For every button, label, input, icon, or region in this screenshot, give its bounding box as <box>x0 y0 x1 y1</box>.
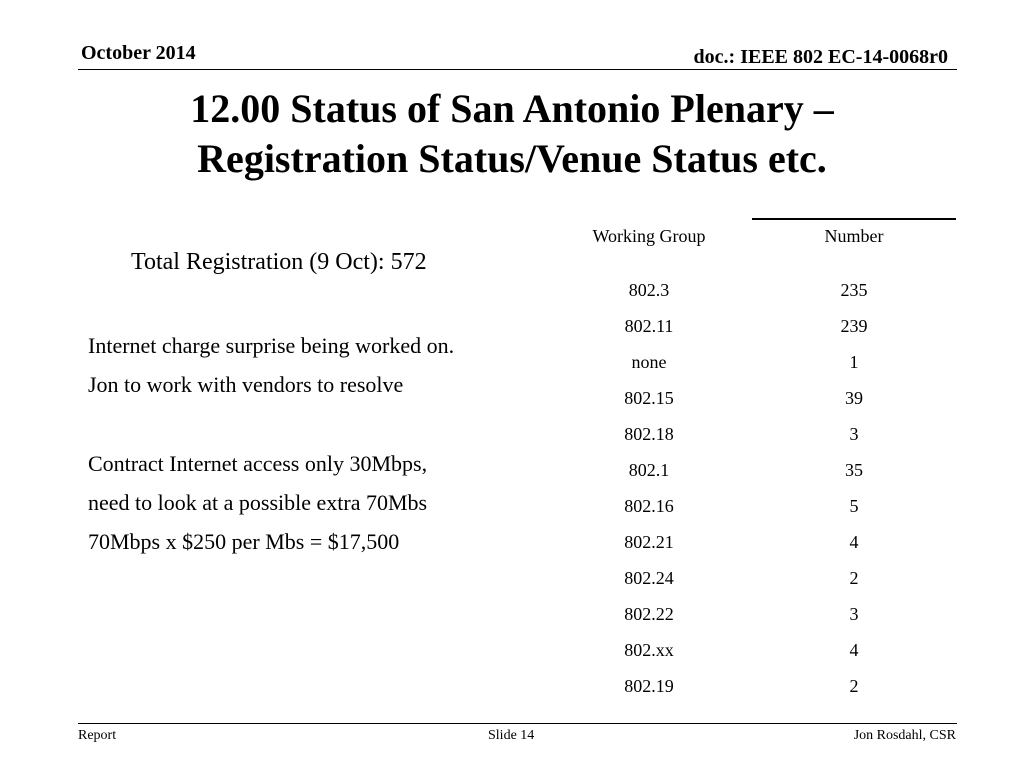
cell-working-group: 802.15 <box>624 387 674 408</box>
cell-working-group: 802.16 <box>624 495 674 516</box>
table-row <box>549 344 959 380</box>
cell-working-group: 802.21 <box>624 531 674 552</box>
slide-title-line-2: Registration Status/Venue Status etc. <box>197 136 827 181</box>
footer-divider <box>78 723 957 724</box>
registration-table <box>549 218 959 704</box>
total-registration: Total Registration (9 Oct): 572 <box>131 249 427 275</box>
table-row <box>549 380 959 416</box>
column-header-working-group: Working Group <box>592 225 706 246</box>
header-divider <box>78 69 957 70</box>
table-body <box>549 272 959 704</box>
header-date: October 2014 <box>81 42 196 64</box>
cell-number: 2 <box>849 567 859 588</box>
table-row <box>549 308 959 344</box>
table-row <box>549 524 959 560</box>
cell-number: 39 <box>845 387 863 408</box>
cell-number: 239 <box>840 315 868 336</box>
cell-number: 2 <box>849 675 859 696</box>
cell-number: 35 <box>845 459 863 480</box>
table-header-row <box>549 218 959 252</box>
cell-number: 3 <box>849 423 859 444</box>
table-row <box>549 632 959 668</box>
table-row <box>549 416 959 452</box>
slide-title-line-1: 12.00 Status of San Antonio Plenary – <box>190 86 834 131</box>
table-row <box>549 560 959 596</box>
column-header-number: Number <box>824 225 884 246</box>
cell-number: 235 <box>840 279 868 300</box>
table-row <box>549 452 959 488</box>
cell-working-group: 802.22 <box>624 603 674 624</box>
cell-working-group: 802.24 <box>624 567 674 588</box>
cell-number: 3 <box>849 603 859 624</box>
cell-working-group: 802.19 <box>624 675 674 696</box>
footer-left: Report <box>78 728 117 743</box>
table-row <box>549 668 959 704</box>
cell-working-group: none <box>631 351 667 372</box>
cell-working-group: 802.11 <box>624 315 674 336</box>
note-line: Contract Internet access only 30Mbps, <box>88 451 428 476</box>
note-line: need to look at a possible extra 70Mbs <box>88 490 428 515</box>
cell-working-group: 802.1 <box>628 459 670 480</box>
footer-slide-number: Slide 14 <box>488 728 535 743</box>
table-row <box>549 272 959 308</box>
cell-working-group: 802.18 <box>624 423 674 444</box>
note-line: 70Mbps x $250 per Mbs = $17,500 <box>88 529 400 554</box>
cell-working-group: 802.3 <box>628 279 670 300</box>
cell-number: 5 <box>849 495 859 516</box>
cell-number: 4 <box>849 531 859 552</box>
header-doc-id: doc.: IEEE 802 EC-14-0068r0 <box>693 46 948 68</box>
table-header-gap <box>549 252 959 272</box>
cell-number: 4 <box>849 639 859 660</box>
cell-working-group: 802.xx <box>624 639 674 660</box>
table-row <box>549 596 959 632</box>
slide-title <box>0 84 1024 184</box>
note-line: Internet charge surprise being worked on. <box>88 333 455 358</box>
cell-number: 1 <box>849 351 859 372</box>
table-row <box>549 488 959 524</box>
footer-author: Jon Rosdahl, CSR <box>853 728 956 743</box>
note-line: Jon to work with vendors to resolve <box>88 372 404 397</box>
